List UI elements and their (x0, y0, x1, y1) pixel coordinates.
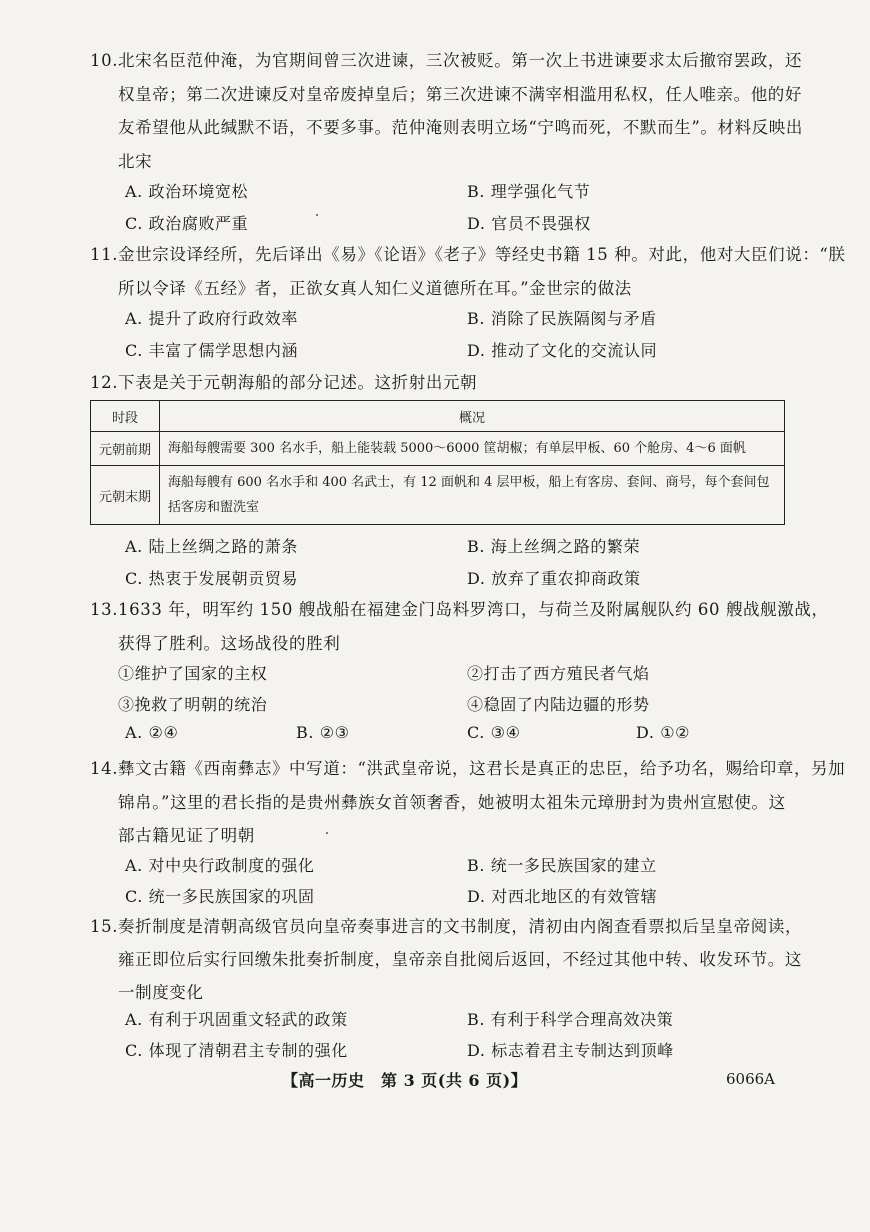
q13-statement-1: ①维护了国家的主权 (118, 664, 268, 683)
q13-statement-4: ④稳固了内陆边疆的形势 (467, 695, 650, 714)
q15-option-b: B. 有利于科学合理高效决策 (467, 1010, 674, 1029)
yuan-ships-table (90, 400, 785, 525)
q15-option-a: A. 有利于巩固重文轻武的政策 (125, 1010, 348, 1029)
table-header-desc: 概况 (160, 401, 785, 432)
page-footer: 【高一历史 第 3 页(共 6 页)】 (282, 1071, 528, 1090)
q14-line-1: 14.彝文古籍《西南彝志》中写道：“洪武皇帝说，这君长是真正的忠臣，给予功名，赐给印章，另加 (90, 759, 846, 778)
q13-line-1: 13.1633 年，明军约 150 艘战船在福建金门岛料罗湾口，与荷兰及附属舰队约 60 艘战舰激战， (90, 600, 829, 619)
q12-option-c: C. 热衷于发展朝贡贸易 (125, 569, 299, 588)
q14-option-a: A. 对中央行政制度的强化 (125, 856, 315, 875)
table-header-row (91, 401, 785, 432)
q11-option-c: C. 丰富了儒学思想内涵 (125, 341, 299, 360)
q11-line-1: 11.金世宗设译经所，先后译出《易》《论语》《老子》等经史书籍 15 种。对此，他对大臣们说：“朕 (90, 245, 846, 264)
q13-option-a: A. ②④ (125, 723, 179, 742)
q11-line-2: 所以令译《五经》者，正欲女真人知仁义道德所在耳。”金世宗的做法 (118, 279, 632, 298)
q14-option-d: D. 对西北地区的有效管辖 (467, 887, 658, 906)
q15-option-c: C. 体现了清朝君主专制的强化 (125, 1041, 348, 1060)
table-header-era: 时段 (91, 401, 160, 432)
q12-option-a: A. 陆上丝绸之路的萧条 (125, 537, 298, 556)
q10-line-2: 权皇帝；第二次进谏反对皇帝废掉皇后；第三次进谏不满宰相滥用私权，任人唯亲。他的好 (118, 85, 802, 104)
exam-code: 6066A (726, 1070, 776, 1088)
table-cell-desc: 海船每艘有 600 名水手和 400 名武士，有 12 面帆和 4 层甲板，船上有客房、套间、商号，每个套间包括客房和盥洗室 (160, 466, 785, 525)
q14-line-3: 部古籍见证了明朝 (118, 826, 255, 845)
q10-line-3: 友希望他从此缄默不语，不要多事。范仲淹则表明立场“宁鸣而死，不默而生”。材料反映出 (118, 118, 803, 137)
table-cell-era: 元朝前期 (91, 432, 160, 466)
q11-option-d: D. 推动了文化的交流认同 (467, 341, 658, 360)
table-cell-era: 元朝末期 (91, 466, 160, 525)
q13-option-c: C. ③④ (467, 723, 521, 742)
q10-option-c: C. 政治腐败严重 (125, 214, 249, 233)
q14-line-2: 锦帛。”这里的君长指的是贵州彝族女首领奢香，她被明太祖朱元璋册封为贵州宣慰使。这 (118, 793, 786, 812)
q11-option-b: B. 消除了民族隔阂与矛盾 (467, 309, 657, 328)
q14-option-b: B. 统一多民族国家的建立 (467, 856, 657, 875)
table-cell-desc: 海船每艘需要 300 名水手，船上能装载 5000～6000 筐胡椒；有单层甲板、60 个舱房、4～6 面帆 (160, 432, 785, 466)
scan-speck (326, 832, 328, 834)
q13-statement-3: ③挽救了明朝的统治 (118, 695, 268, 714)
q15-line-1: 15.奏折制度是清朝高级官员向皇帝奏事进言的文书制度，清初由内阁查看票拟后呈皇帝阅读， (90, 917, 803, 936)
table-row (91, 466, 785, 525)
q10-line-4: 北宋 (118, 152, 153, 171)
q12-line-1: 12.下表是关于元朝海船的部分记述。这折射出元朝 (90, 373, 478, 392)
table-row (91, 432, 785, 466)
q10-line-1: 10.北宋名臣范仲淹，为官期间曾三次进谏，三次被贬。第一次上书进谏要求太后撤帘罢政，还 (90, 51, 803, 70)
q13-line-2: 获得了胜利。这场战役的胜利 (118, 634, 341, 653)
q14-option-c: C. 统一多民族国家的巩固 (125, 887, 315, 906)
q10-option-b: B. 理学强化气节 (467, 182, 591, 201)
q15-option-d: D. 标志着君主专制达到顶峰 (467, 1041, 674, 1060)
q12-option-b: B. 海上丝绸之路的繁荣 (467, 537, 641, 556)
q15-line-2: 雍正即位后实行回缴朱批奏折制度，皇帝亲自批阅后返回，不经过其他中转、收发环节。这 (118, 950, 802, 969)
q13-option-d: D. ①② (636, 723, 691, 742)
q10-option-a: A. 政治环境宽松 (125, 182, 249, 201)
q13-statement-2: ②打击了西方殖民者气焰 (467, 664, 650, 683)
q10-option-d: D. 官员不畏强权 (467, 214, 591, 233)
q11-option-a: A. 提升了政府行政效率 (125, 309, 298, 328)
scan-speck (316, 214, 318, 216)
q12-option-d: D. 放弃了重农抑商政策 (467, 569, 641, 588)
q13-option-b: B. ②③ (296, 723, 350, 742)
q15-line-3: 一制度变化 (118, 983, 204, 1002)
